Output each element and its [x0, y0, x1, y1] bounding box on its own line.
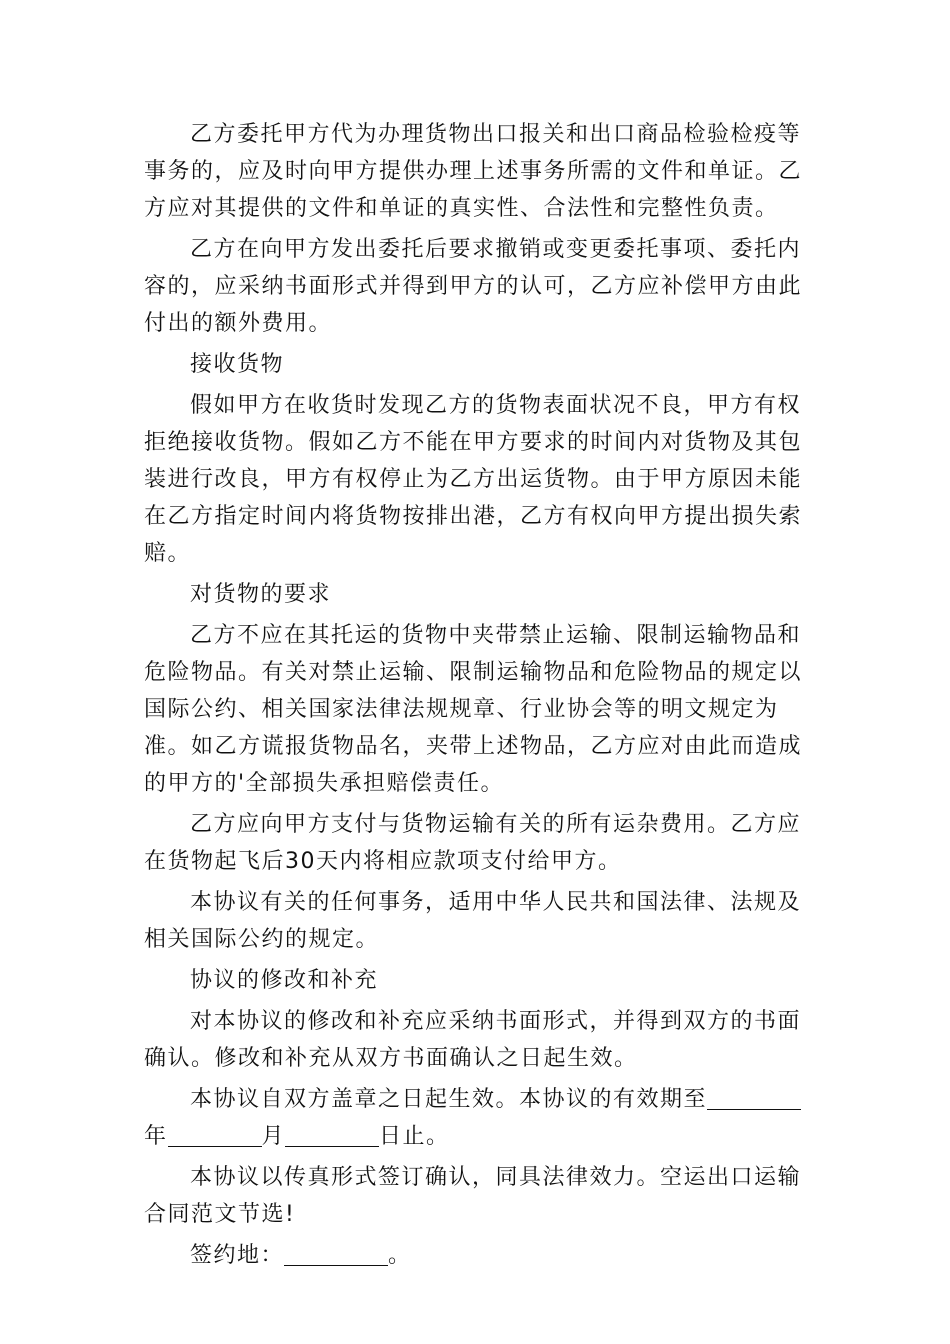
- document-page: [144, 116, 808, 1278]
- signing-place-label: 签约地：: [190, 1243, 285, 1268]
- day-blank[interactable]: [285, 1120, 379, 1147]
- heading-amendments: 协议的修改和补充: [190, 968, 379, 993]
- paragraph-fax-signing: 本协议以传真形式签订确认，同具法律效力。空运出口运输合同范文节选!: [144, 1165, 802, 1227]
- paragraph-receive-goods: 假如甲方在收货时发现乙方的货物表面状况不良，甲方有权拒绝接收货物。假如乙方不能在甲方要求的时间内对货物及其包装进行改良，甲方有权停止为乙方出运货物。由于甲方原因未能在乙方指定时间内将货物按排出港，乙方有权向甲方提出损失索赔。: [144, 393, 803, 566]
- day-label: 日止。: [379, 1124, 450, 1149]
- year-label: 年: [144, 1124, 168, 1149]
- paragraph-amendments: 对本协议的修改和补充应采纳书面形式，并得到双方的书面确认。修改和补充从双方书面确认之日起生效。: [144, 1009, 802, 1071]
- paragraph-validity: [144, 1081, 808, 1155]
- heading-receive-goods: 接收货物: [190, 352, 285, 377]
- heading-goods-requirements: 对货物的要求: [190, 582, 332, 607]
- signing-place-end: 。: [388, 1243, 412, 1268]
- paragraph-goods-requirements: 乙方不应在其托运的货物中夹带禁止运输、限制运输物品和危险物品。有关对禁止运输、限制运输物品和危险物品的规定以国际公约、相关国家法律法规规章、行业协会等的明文规定为准。如乙方谎报货物品名，夹带上述物品，乙方应对由此而造成的甲方的'全部损失承担赔偿责任。: [144, 623, 803, 796]
- signing-place-blank[interactable]: [284, 1239, 388, 1266]
- paragraph-delegation: 乙方委托甲方代为办理货物出口报关和出口商品检验检疫等事务的，应及时向甲方提供办理上述事务所需的文件和单证。乙方应对其提供的文件和单证的真实性、合法性和完整性负责。: [144, 122, 803, 221]
- year-blank[interactable]: [707, 1083, 801, 1110]
- month-prefix-blank[interactable]: [168, 1120, 262, 1147]
- paragraph-applicable-law: 本协议有关的任何事务，适用中华人民共和国法律、法规及相关国际公约的规定。: [144, 890, 802, 952]
- paragraph-signing-place: [144, 1237, 808, 1274]
- validity-text: 本协议自双方盖章之日起生效。本协议的有效期至: [190, 1087, 708, 1112]
- paragraph-payment: 乙方应向甲方支付与货物运输有关的所有运杂费用。乙方应在货物起飞后30天内将相应款项支付给甲方。: [144, 812, 802, 874]
- paragraph-revocation: 乙方在向甲方发出委托后要求撤销或变更委托事项、委托内容的，应采纳书面形式并得到甲方的认可，乙方应补偿甲方由此付出的额外费用。: [144, 237, 803, 336]
- month-label: 月: [261, 1124, 286, 1149]
